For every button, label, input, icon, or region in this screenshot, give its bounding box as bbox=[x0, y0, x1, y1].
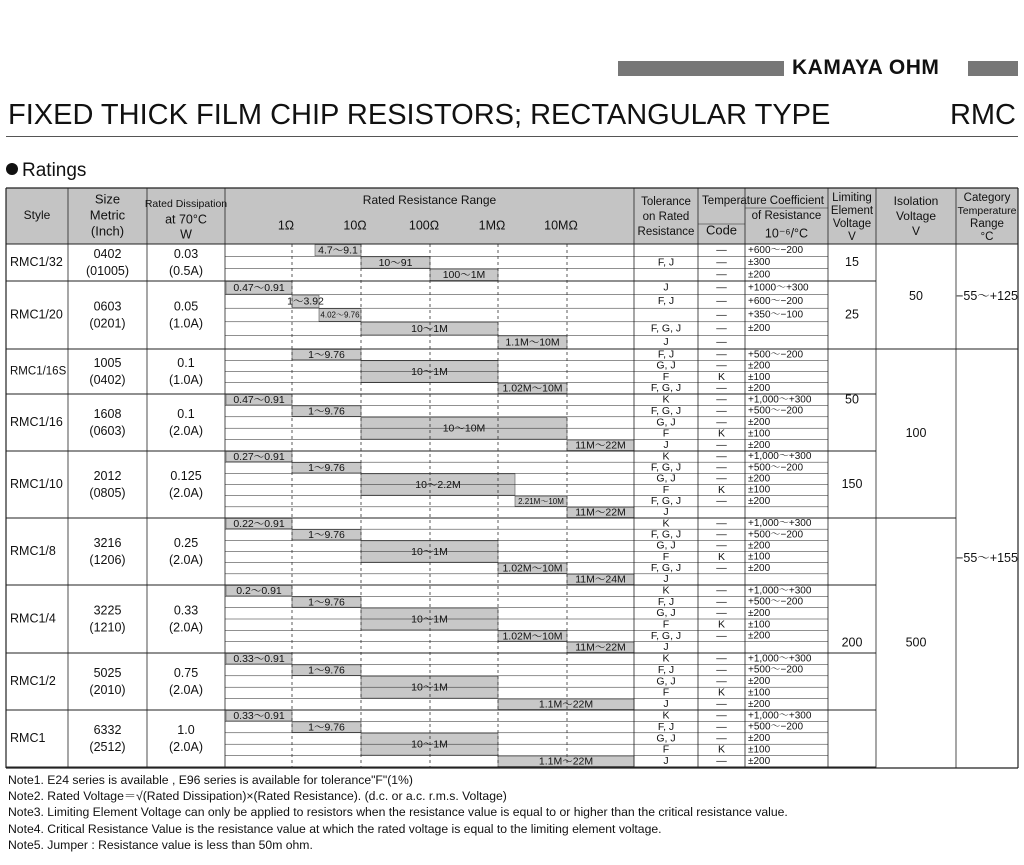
cell-style: RMC1/16S bbox=[10, 365, 67, 378]
cell-inch: (0805) bbox=[89, 485, 126, 500]
cell-tcr-code: — bbox=[716, 461, 727, 474]
header-style: Style bbox=[23, 208, 51, 223]
cell-dissipation-current: (2.0A) bbox=[168, 485, 204, 500]
cell-limiting: 25 bbox=[845, 307, 859, 322]
cell-tolerance: F bbox=[662, 550, 670, 563]
cell-tolerance: F, G, J bbox=[650, 404, 682, 417]
cell-tcr-code: — bbox=[716, 528, 727, 541]
header-tolerance: Tolerance bbox=[641, 196, 691, 209]
cell-tolerance: K bbox=[662, 450, 670, 463]
cell-tcr: +600～−200 bbox=[748, 296, 804, 308]
cell-tcr-code: — bbox=[716, 359, 727, 372]
header-decade: 1Ω bbox=[277, 218, 295, 233]
range-bar-label: 0.2～0.91 bbox=[236, 584, 282, 597]
range-bar-label: 10～10M bbox=[442, 422, 486, 435]
note-4: Note4. Critical Resistance Value is the resistance value at which the rated voltage is equal to the limiting element voltage. bbox=[8, 821, 662, 836]
range-bar-label: 1.1M～10M bbox=[505, 336, 560, 349]
header-category: Category bbox=[963, 192, 1011, 205]
cell-style: RMC1/32 bbox=[10, 254, 63, 269]
cell-inch: (1210) bbox=[89, 620, 126, 635]
cell-tcr: +1,000～+300 bbox=[748, 518, 812, 530]
notes bbox=[8, 772, 788, 853]
cell-tcr: +1,000～+300 bbox=[748, 394, 812, 406]
cell-dissipation: 0.1 bbox=[177, 406, 195, 421]
cell-tcr: ±200 bbox=[748, 269, 771, 281]
range-bar-label: 0.47～0.91 bbox=[233, 393, 285, 406]
cell-tcr: ±100 bbox=[748, 484, 771, 496]
cell-tolerance: G, J bbox=[656, 472, 676, 485]
cell-tolerance: F, J bbox=[657, 295, 675, 308]
cell-tcr-code: — bbox=[716, 281, 727, 294]
cell-tcr-code: — bbox=[716, 243, 727, 256]
cell-tcr: ±100 bbox=[748, 371, 771, 383]
cell-category: −55～+125 bbox=[956, 288, 1018, 303]
cell-tcr: ±200 bbox=[748, 698, 771, 710]
cell-tcr-code: — bbox=[716, 663, 727, 676]
cell-tolerance: F, G, J bbox=[650, 461, 682, 474]
cell-tcr: ±200 bbox=[748, 630, 771, 642]
cell-style: RMC1/4 bbox=[10, 611, 56, 626]
cell-tcr: ±200 bbox=[748, 323, 771, 335]
cell-isolation: 500 bbox=[905, 635, 927, 650]
header-category: °C bbox=[980, 231, 994, 244]
cell-tcr: ±100 bbox=[748, 428, 771, 440]
range-bar-label: 1～3.92 bbox=[287, 295, 324, 308]
range-bar-label: 0.33～0.91 bbox=[233, 652, 285, 665]
cell-tcr: ±200 bbox=[748, 733, 771, 745]
header-limiting: Voltage bbox=[832, 218, 872, 231]
cell-tcr-code: — bbox=[716, 755, 727, 768]
cell-dissipation: 0.05 bbox=[173, 299, 199, 314]
cell-style: RMC1/20 bbox=[10, 307, 63, 322]
range-bar-label: 100～1M bbox=[442, 269, 486, 282]
cell-tcr-code: — bbox=[716, 675, 727, 688]
cell-tcr-code: K bbox=[717, 550, 726, 563]
cell-dissipation-current: (2.0A) bbox=[168, 739, 204, 754]
cell-tcr-code: — bbox=[716, 584, 727, 597]
cell-metric: 5025 bbox=[93, 665, 122, 680]
cell-tcr-code: — bbox=[716, 322, 727, 335]
range-bar-label: 10～1M bbox=[411, 681, 448, 694]
cell-metric: 1608 bbox=[93, 406, 122, 421]
cell-tcr: +500～−200 bbox=[748, 405, 804, 417]
cell-tcr: ±200 bbox=[748, 360, 771, 372]
section-title: Ratings bbox=[22, 160, 87, 181]
range-bar-label: 10～1M bbox=[411, 322, 448, 335]
cell-metric: 3216 bbox=[93, 535, 122, 550]
cell-tolerance: F, J bbox=[657, 256, 675, 269]
cell-tolerance: F bbox=[662, 370, 670, 383]
cell-limiting: 150 bbox=[841, 476, 863, 491]
cell-tolerance: J bbox=[663, 506, 669, 519]
cell-tcr: +1,000～+300 bbox=[748, 585, 812, 597]
cell-tolerance: F, G, J bbox=[650, 495, 682, 508]
cell-category: −55～+155 bbox=[956, 550, 1018, 565]
cell-tcr: ±100 bbox=[748, 687, 771, 699]
range-bar-label: 1.1M～22M bbox=[538, 755, 594, 768]
cell-tcr: ±200 bbox=[748, 439, 771, 451]
header-isolation: Voltage bbox=[895, 209, 937, 224]
cell-tolerance: F bbox=[662, 427, 670, 440]
range-bar-label: 11M～22M bbox=[575, 641, 626, 654]
cell-style: RMC1/16 bbox=[10, 414, 63, 429]
cell-tolerance: J bbox=[663, 335, 669, 348]
cell-tcr-code: — bbox=[716, 450, 727, 463]
cell-dissipation: 0.75 bbox=[173, 665, 199, 680]
cell-style: RMC1/2 bbox=[10, 673, 56, 688]
cell-tolerance: F bbox=[662, 743, 670, 756]
header-tcr-code: Code bbox=[705, 222, 738, 238]
range-bar-label: 10～91 bbox=[378, 256, 413, 269]
cell-metric: 0603 bbox=[93, 299, 122, 314]
cell-tolerance: K bbox=[662, 584, 670, 597]
note-2: Note2. Rated Voltage＝√(Rated Dissipation)×(Rated Resistance). (d.c. or a.c. r.m.s. Voltage) bbox=[8, 789, 507, 804]
cell-tcr-code: — bbox=[716, 295, 727, 308]
range-bar-label: 1.02M～10M bbox=[502, 562, 563, 575]
cell-tcr: ±200 bbox=[748, 495, 771, 507]
range-bar-label: 10～1M bbox=[411, 613, 448, 626]
cell-limiting: 50 bbox=[845, 392, 859, 407]
range-bar-label: 10～2.2M bbox=[415, 478, 461, 491]
range-bar-label: 1～9.76 bbox=[308, 348, 345, 361]
header-limiting: Element bbox=[830, 205, 874, 218]
range-bar-label: 4.7～9.1 bbox=[318, 244, 358, 257]
brand-name: KAMAYA OHM bbox=[792, 56, 940, 79]
cell-dissipation-current: (2.0A) bbox=[168, 682, 204, 697]
header-decade: 10MΩ bbox=[544, 218, 578, 233]
header-tcr: Temperature Coefficient bbox=[702, 195, 824, 208]
cell-tolerance: J bbox=[663, 573, 669, 586]
cell-tcr-code: — bbox=[716, 709, 727, 722]
range-bar-label: 1～9.76 bbox=[308, 529, 345, 542]
cell-tolerance: J bbox=[663, 281, 669, 294]
cell-tcr-code: — bbox=[716, 629, 727, 642]
cell-dissipation: 0.1 bbox=[177, 355, 195, 370]
cell-tolerance: G, J bbox=[656, 359, 676, 372]
cell-dissipation-current: (2.0A) bbox=[168, 620, 204, 635]
cell-tcr: +600～−200 bbox=[748, 244, 804, 256]
cell-tolerance: F, G, J bbox=[650, 528, 682, 541]
cell-tcr: ±200 bbox=[748, 383, 771, 395]
note-3: Note3. Limiting Element Voltage can only be applied to resistors when the resistance value is equal to or higher than the critical resistance value. bbox=[8, 805, 788, 820]
cell-tcr-code: — bbox=[716, 393, 727, 406]
cell-limiting: 200 bbox=[841, 635, 863, 650]
cell-tolerance: G, J bbox=[656, 607, 676, 620]
header-size: Size bbox=[94, 191, 121, 207]
cell-tcr-code: — bbox=[716, 517, 727, 530]
cell-tcr-code: — bbox=[716, 652, 727, 665]
cell-tolerance: G, J bbox=[656, 416, 676, 429]
cell-tcr: +500～−200 bbox=[748, 596, 804, 608]
cell-isolation: 100 bbox=[905, 425, 927, 440]
header-dissipation: Rated Dissipation bbox=[144, 197, 228, 210]
cell-tcr-code: K bbox=[717, 427, 726, 440]
cell-dissipation: 1.0 bbox=[177, 722, 195, 737]
header-range: Rated Resistance Range bbox=[362, 193, 497, 208]
cell-tolerance: F, G, J bbox=[650, 382, 682, 395]
range-bar-label: 10～1M bbox=[411, 738, 448, 751]
cell-tcr-code: — bbox=[716, 472, 727, 485]
header-size: Metric bbox=[89, 207, 126, 223]
cell-tcr: ±100 bbox=[748, 744, 771, 756]
cell-tolerance: F bbox=[662, 686, 670, 699]
page-title: FIXED THICK FILM CHIP RESISTORS; RECTANGULAR TYPE bbox=[8, 99, 831, 131]
cell-tcr: ±200 bbox=[748, 676, 771, 688]
range-bar-label: 1～9.76 bbox=[308, 664, 345, 677]
cell-tcr: ±200 bbox=[748, 540, 771, 552]
header-limiting: V bbox=[848, 231, 856, 244]
cell-tolerance: K bbox=[662, 517, 670, 530]
cell-tcr: ±200 bbox=[748, 562, 771, 574]
cell-tcr: +500～−200 bbox=[748, 462, 804, 474]
cell-tcr: +500～−200 bbox=[748, 349, 804, 361]
cell-tcr-code: K bbox=[717, 686, 726, 699]
cell-tolerance: F, J bbox=[657, 595, 675, 608]
cell-tcr-code: — bbox=[716, 495, 727, 508]
cell-tcr: ±100 bbox=[748, 551, 771, 563]
cell-tolerance: F, G, J bbox=[650, 562, 682, 575]
range-bar-label: 4.02～9.76 bbox=[320, 310, 360, 320]
header-decade: 1MΩ bbox=[478, 218, 506, 233]
cell-tcr-code: — bbox=[716, 439, 727, 452]
cell-inch: (01005) bbox=[85, 263, 130, 278]
cell-inch: (0201) bbox=[89, 316, 126, 331]
range-bar-label: 1.02M～10M bbox=[502, 382, 563, 395]
range-bar-label: 1～9.76 bbox=[308, 596, 345, 609]
cell-tolerance: F, J bbox=[657, 720, 675, 733]
cell-dissipation: 0.125 bbox=[170, 468, 202, 483]
series-code: RMC bbox=[949, 99, 1016, 131]
cell-tcr: +500～−200 bbox=[748, 664, 804, 676]
cell-tcr-code: — bbox=[716, 595, 727, 608]
cell-tcr-code: — bbox=[716, 562, 727, 575]
cell-tcr-code: K bbox=[717, 618, 726, 631]
cell-dissipation: 0.33 bbox=[173, 603, 199, 618]
header-isolation: V bbox=[911, 224, 921, 239]
header-tolerance: on Rated bbox=[642, 211, 690, 224]
cell-metric: 3225 bbox=[93, 603, 122, 618]
range-bar-label: 11M～24M bbox=[575, 573, 626, 586]
cell-metric: 1005 bbox=[93, 355, 122, 370]
header-limiting: Limiting bbox=[832, 192, 872, 205]
cell-inch: (0402) bbox=[89, 372, 126, 387]
range-bar-label: 1～9.76 bbox=[308, 405, 345, 418]
cell-dissipation-current: (1.0A) bbox=[168, 372, 204, 387]
cell-tcr-code: K bbox=[717, 370, 726, 383]
cell-dissipation: 0.25 bbox=[173, 535, 199, 550]
cell-tolerance: F, J bbox=[657, 348, 675, 361]
cell-tcr-code: — bbox=[716, 416, 727, 429]
cell-tcr: ±200 bbox=[748, 473, 771, 485]
cell-tolerance: F, G, J bbox=[650, 322, 682, 335]
cell-tcr-code: — bbox=[716, 720, 727, 733]
cell-tcr-code: — bbox=[716, 308, 727, 321]
cell-isolation: 50 bbox=[909, 288, 923, 303]
header-isolation: Isolation bbox=[893, 194, 939, 209]
cell-metric: 2012 bbox=[93, 468, 122, 483]
range-bar-label: 1～9.76 bbox=[308, 462, 345, 475]
cell-tcr: +500～−200 bbox=[748, 721, 804, 733]
header-category: Range bbox=[970, 218, 1004, 231]
cell-tcr-code: — bbox=[716, 698, 727, 711]
range-bar-label: 10～1M bbox=[411, 545, 448, 558]
cell-tolerance: K bbox=[662, 709, 670, 722]
cell-tolerance: J bbox=[663, 439, 669, 452]
range-bar-label: 2.21M～10M bbox=[518, 496, 564, 506]
range-bar-label: 0.22～0.91 bbox=[233, 517, 285, 530]
cell-tcr: ±200 bbox=[748, 417, 771, 429]
cell-tcr-code: — bbox=[716, 539, 727, 552]
header-tcr: of Resistance bbox=[751, 210, 822, 223]
cell-inch: (1206) bbox=[89, 552, 126, 567]
cell-dissipation-current: (0.5A) bbox=[168, 263, 204, 278]
cell-tolerance: G, J bbox=[656, 539, 676, 552]
cell-tcr-code: — bbox=[716, 382, 727, 395]
cell-inch: (2512) bbox=[89, 739, 126, 754]
range-bar-label: 0.27～0.91 bbox=[233, 450, 285, 463]
cell-tcr-code: — bbox=[716, 404, 727, 417]
cell-metric: 0402 bbox=[93, 246, 122, 261]
cell-tolerance: K bbox=[662, 652, 670, 665]
cell-tolerance: F bbox=[662, 618, 670, 631]
range-bar-label: 1～9.76 bbox=[308, 721, 345, 734]
cell-tolerance: K bbox=[662, 393, 670, 406]
cell-tcr: +1,000～+300 bbox=[748, 451, 812, 463]
cell-tcr-code: K bbox=[717, 743, 726, 756]
header-dissipation: W bbox=[180, 227, 192, 242]
header-dissipation: at 70°C bbox=[165, 212, 207, 227]
header-decade: 100Ω bbox=[408, 218, 440, 233]
cell-tcr: +500～−200 bbox=[748, 529, 804, 541]
range-bar-label: 0.33～0.91 bbox=[233, 709, 285, 722]
note-1: Note1. E24 series is available , E96 series is available for tolerance"F"(1%) bbox=[8, 773, 413, 787]
range-bar-label: 1.02M～10M bbox=[502, 630, 563, 643]
cell-tolerance: F, G, J bbox=[650, 629, 682, 642]
header-tcr-unit: 10⁻⁶/°C bbox=[764, 226, 809, 241]
header-tolerance: Resistance bbox=[637, 226, 695, 239]
cell-style: RMC1/10 bbox=[10, 476, 63, 491]
note-5: Note5. Jumper : Resistance value is less than 50m ohm. bbox=[8, 837, 313, 852]
cell-dissipation-current: (2.0A) bbox=[168, 423, 204, 438]
range-bar-label: 11M～22M bbox=[575, 506, 626, 519]
cell-tolerance: F bbox=[662, 483, 670, 496]
cell-tcr: ±100 bbox=[748, 619, 771, 631]
cell-tcr: ±200 bbox=[748, 607, 771, 619]
cell-tcr-code: — bbox=[716, 256, 727, 269]
cell-tcr: +1,000～+300 bbox=[748, 710, 812, 722]
cell-tcr-code: — bbox=[716, 607, 727, 620]
range-bar-label: 0.47～0.91 bbox=[233, 282, 285, 295]
cell-tolerance: J bbox=[663, 641, 669, 654]
cell-tcr: ±300 bbox=[748, 257, 771, 269]
cell-tcr-code: — bbox=[716, 268, 727, 281]
cell-dissipation-current: (2.0A) bbox=[168, 552, 204, 567]
cell-tcr: +350～−100 bbox=[748, 309, 804, 321]
header-decade: 10Ω bbox=[343, 218, 367, 233]
cell-tcr-code: K bbox=[717, 483, 726, 496]
range-bar-label: 10～1M bbox=[411, 365, 448, 378]
range-bar-label: 1.1M～22M bbox=[538, 698, 594, 711]
cell-dissipation: 0.03 bbox=[173, 246, 199, 261]
cell-tolerance: G, J bbox=[656, 675, 676, 688]
cell-metric: 6332 bbox=[93, 722, 122, 737]
cell-limiting: 15 bbox=[845, 254, 859, 269]
cell-tcr-code: — bbox=[716, 348, 727, 361]
cell-tcr: +1,000～+300 bbox=[748, 653, 812, 665]
cell-tolerance: J bbox=[663, 755, 669, 768]
cell-style: RMC1 bbox=[10, 730, 46, 745]
cell-inch: (0603) bbox=[89, 423, 126, 438]
cell-inch: (2010) bbox=[89, 682, 126, 697]
cell-tcr: +1000～+300 bbox=[748, 282, 809, 294]
cell-tolerance: G, J bbox=[656, 732, 676, 745]
header-size: (Inch) bbox=[90, 223, 125, 239]
cell-tolerance: J bbox=[663, 698, 669, 711]
cell-tcr-code: — bbox=[716, 335, 727, 348]
cell-dissipation-current: (1.0A) bbox=[168, 316, 204, 331]
cell-style: RMC1/8 bbox=[10, 543, 56, 558]
range-bar-label: 11M～22M bbox=[575, 439, 626, 452]
cell-tcr-code: — bbox=[716, 732, 727, 745]
header-category: Temperature bbox=[957, 204, 1017, 217]
cell-tcr: ±200 bbox=[748, 755, 771, 767]
cell-tolerance: F, J bbox=[657, 663, 675, 676]
